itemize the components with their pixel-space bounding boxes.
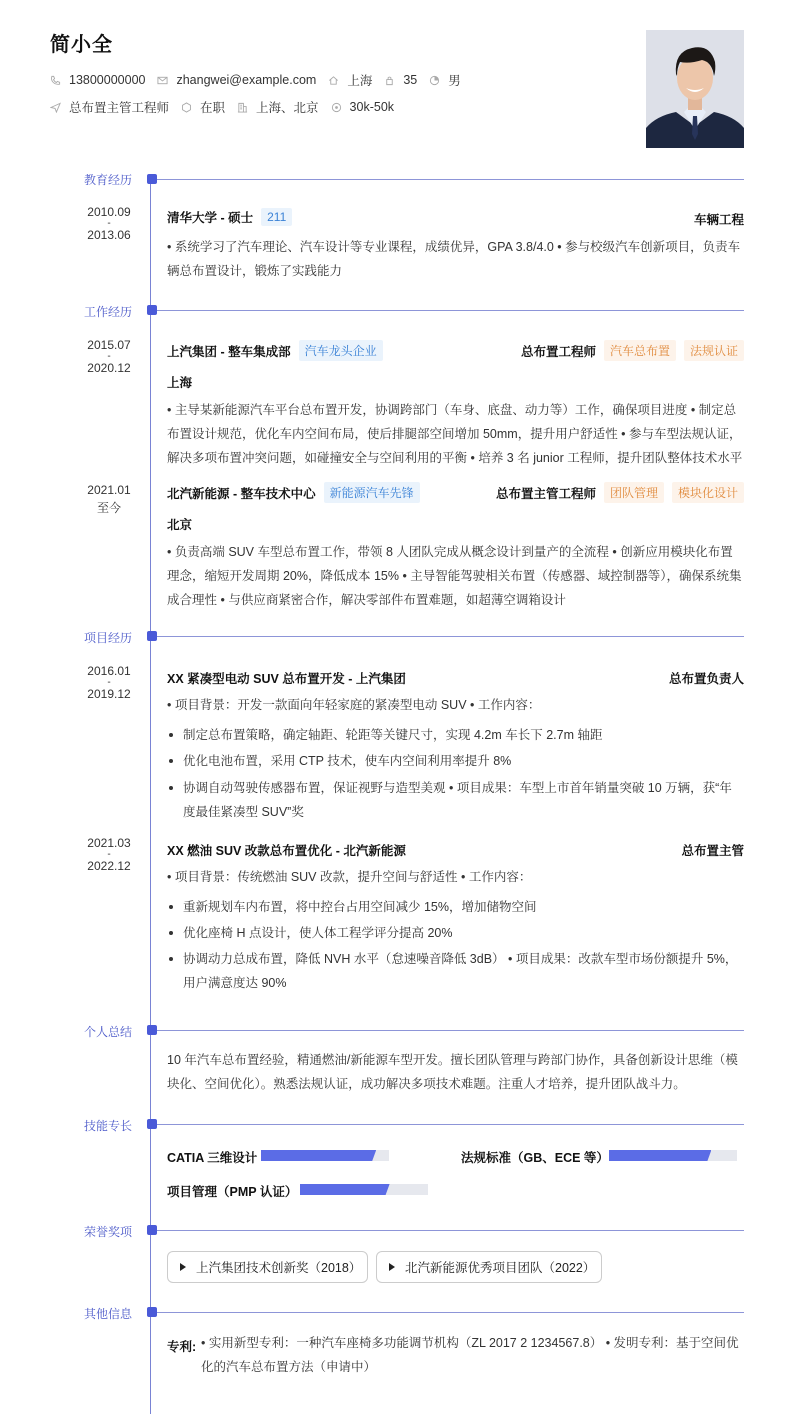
section-awards-label: 荣誉奖项: [83, 1225, 132, 1239]
section-education-label: 教育经历: [83, 173, 132, 187]
edu-major: 车辆工程: [693, 213, 744, 227]
project-name: XX 紧凑型电动 SUV 总布置开发 - 上汽集团: [167, 672, 406, 686]
skill-name: 项目管理（PMP 认证）: [167, 1185, 298, 1199]
project-end: 2022.12: [87, 859, 131, 873]
section-skills-label: 技能专长: [83, 1119, 132, 1133]
city: 上海: [347, 74, 373, 88]
other-label: 专利:: [167, 1340, 197, 1354]
project-name: XX 燃油 SUV 改款总布置优化 - 北汽新能源: [167, 844, 406, 858]
age-icon: [384, 75, 395, 86]
section-marker: [147, 305, 157, 315]
skill-fill: [609, 1150, 711, 1161]
date-dash: -: [107, 849, 111, 860]
project-role: 总布置负责人: [668, 672, 744, 686]
work-start: 2021.01: [87, 483, 131, 497]
profile-photo: [646, 30, 744, 148]
award-item[interactable]: [167, 1251, 368, 1283]
section-marker: [147, 1307, 157, 1317]
section-divider: [157, 179, 744, 180]
award-label: 北汽新能源优秀项目团队（2022）: [405, 1261, 596, 1275]
project-bullet: 协调自动驾驶传感器布置，保证视野与造型美观 • 项目成果：车型上市首年销量突破 10 万辆，获“年度最佳紧凑型 SUV”奖: [167, 776, 744, 824]
work-role: [521, 340, 744, 361]
project-start: 2016.01: [87, 664, 131, 678]
role-title: 总布置主管工程师: [495, 486, 596, 501]
award-item[interactable]: [376, 1251, 602, 1283]
job-intent-row: [50, 98, 394, 116]
edu-title: [167, 208, 292, 226]
company-name: 上汽集团 - 整车集成部: [167, 344, 291, 359]
section-marker: [147, 1225, 157, 1235]
work-desc: • 负责高端 SUV 车型总布置工作，带领 8 人团队完成从概念设计到量产的全流程 • 创新应用模块化布置理念，缩短开发周期 20%，降低成本 15% • 主导智能驾驶相关布置（传感器、域控制器等），确保系统集成合理性 • 与供应商紧密合作，解决零部件布置难题，如超薄空调箱设计: [167, 545, 742, 607]
work-location: 北京: [167, 518, 193, 532]
play-icon: [389, 1263, 395, 1271]
gender: 男: [448, 74, 461, 88]
phone-icon: [50, 75, 61, 86]
other-text: • 实用新型专利：一种汽车座椅多功能调节机构（ZL 2017 2 1234567.8） • 发明专利：基于空间优化的汽车总布置方法（申请中）: [201, 1336, 739, 1374]
phone-number: 13800000000: [69, 73, 146, 87]
work-end: 至今: [96, 501, 121, 515]
salary-icon: [331, 102, 342, 113]
company-tag: 汽车龙头企业: [299, 340, 383, 361]
mail-icon: [157, 75, 168, 86]
edu-end: 2013.06: [87, 228, 131, 242]
award-label: 上汽集团技术创新奖（2018）: [196, 1261, 362, 1275]
project-role: 总布置主管: [681, 844, 744, 858]
job-title: 总布置主管工程师: [69, 101, 170, 115]
section-divider: [157, 310, 744, 311]
project-date: [78, 837, 140, 872]
skill-name: CATIA 三维设计: [167, 1151, 258, 1165]
gender-icon: [429, 75, 440, 86]
target-city: 上海、北京: [256, 101, 319, 115]
school-name: 清华大学 - 硕士: [167, 211, 254, 225]
project-bullet: 协调动力总成布置，降低 NVH 水平（怠速噪音降低 3dB） • 项目成果：改款车型市场份额提升 5%，用户满意度达 90%: [167, 947, 744, 995]
date-dash: -: [107, 351, 111, 362]
project-bullet: 制定总布置策略，确定轴距、轮距等关键尺寸，实现 4.2m 车长下 2.7m 轴距: [167, 723, 744, 747]
section-work-label: 工作经历: [83, 305, 132, 319]
project-intro: • 项目背景：开发一款面向年轻家庭的紧凑型电动 SUV • 工作内容：: [167, 698, 541, 712]
send-icon: [50, 102, 61, 113]
role-tag: 法规认证: [684, 340, 744, 361]
section-marker: [147, 1119, 157, 1129]
edu-desc: • 系统学习了汽车理论、汽车设计等专业课程，成绩优异，GPA 3.8/4.0 • 参与校级汽车创新项目，负责车辆总布置设计，锻炼了实践能力: [167, 240, 741, 278]
skill-bar: [609, 1150, 737, 1161]
company-name: 北汽新能源 - 整车技术中心: [167, 486, 316, 501]
project-intro: • 项目背景：传统燃油 SUV 改款，提升空间与舒适性 • 工作内容：: [167, 870, 532, 884]
date-dash: -: [107, 677, 111, 688]
work-end: 2020.12: [87, 361, 131, 375]
building-icon: [237, 102, 248, 113]
section-summary-label: 个人总结: [83, 1025, 132, 1039]
role-tag: 团队管理: [604, 482, 664, 503]
work-title: [167, 482, 420, 503]
candidate-name: 简小全: [50, 34, 113, 56]
section-other-label: 其他信息: [83, 1307, 132, 1321]
summary-text: 10 年汽车总布置经验，精通燃油/新能源车型开发。擅长团队管理与跨部门协作，具备创新设计思维（模块化、空间优化）。熟悉法规认证，成功解决多项技术难题。注重人才培养，提升团队战斗力。: [167, 1053, 738, 1091]
school-tag: 211: [261, 208, 292, 226]
work-role: [496, 482, 744, 503]
work-date: [78, 481, 140, 517]
role-tag: 汽车总布置: [604, 340, 676, 361]
project-bullet: 优化座椅 H 点设计，使人体工程学评分提高 20%: [167, 921, 744, 945]
status-icon: [181, 102, 192, 113]
section-marker: [147, 1025, 157, 1035]
work-date: [78, 339, 140, 374]
skill-name: 法规标准（GB、ECE 等）: [461, 1151, 609, 1165]
section-divider: [157, 1312, 744, 1313]
section-divider: [157, 636, 744, 637]
skill-fill: [300, 1184, 390, 1195]
work-start: 2015.07: [87, 338, 131, 352]
section-divider: [157, 1230, 744, 1231]
project-bullet: 重新规划车内布置，将中控台占用空间减少 15%，增加储物空间: [167, 895, 744, 919]
company-tag: 新能源汽车先锋: [324, 482, 420, 503]
section-marker: [147, 631, 157, 641]
email-address: zhangwei@example.com: [176, 73, 317, 87]
section-projects-label: 项目经历: [83, 631, 132, 645]
project-end: 2019.12: [87, 687, 131, 701]
edu-date: [78, 206, 140, 241]
play-icon: [180, 1263, 186, 1271]
project-date: [78, 665, 140, 700]
skill-fill: [261, 1150, 376, 1161]
project-bullet: 优化电池布置，采用 CTP 技术，使车内空间利用率提升 8%: [167, 749, 744, 773]
edu-start: 2010.09: [87, 205, 131, 219]
section-divider: [157, 1124, 744, 1125]
skill-bar: [261, 1150, 389, 1161]
work-location: 上海: [167, 376, 193, 390]
work-desc: • 主导某新能源汽车平台总布置开发，协调跨部门（车身、底盘、动力等）工作，确保项目进度 • 制定总布置设计规范，优化车内空间布局，使后排腿部空间增加 50mm，提升用户舒适性 • 参与车型法规认证，解决多项布置冲突问题，如碰撞安全与空间利用的平衡 • 培养 3 名 junior 工程师，提升团队整体技术水平: [167, 403, 743, 465]
age: 35: [403, 73, 418, 87]
date-dash: -: [107, 218, 111, 229]
role-title: 总布置工程师: [520, 344, 596, 359]
project-start: 2021.03: [87, 836, 131, 850]
home-icon: [328, 75, 339, 86]
work-title: [167, 340, 383, 361]
skill-bar: [300, 1184, 428, 1195]
job-status: 在职: [200, 101, 226, 115]
role-tag: 模块化设计: [672, 482, 744, 503]
section-divider: [157, 1030, 744, 1031]
salary: 30k-50k: [349, 100, 395, 114]
contact-row: [50, 71, 461, 89]
section-marker: [147, 174, 157, 184]
